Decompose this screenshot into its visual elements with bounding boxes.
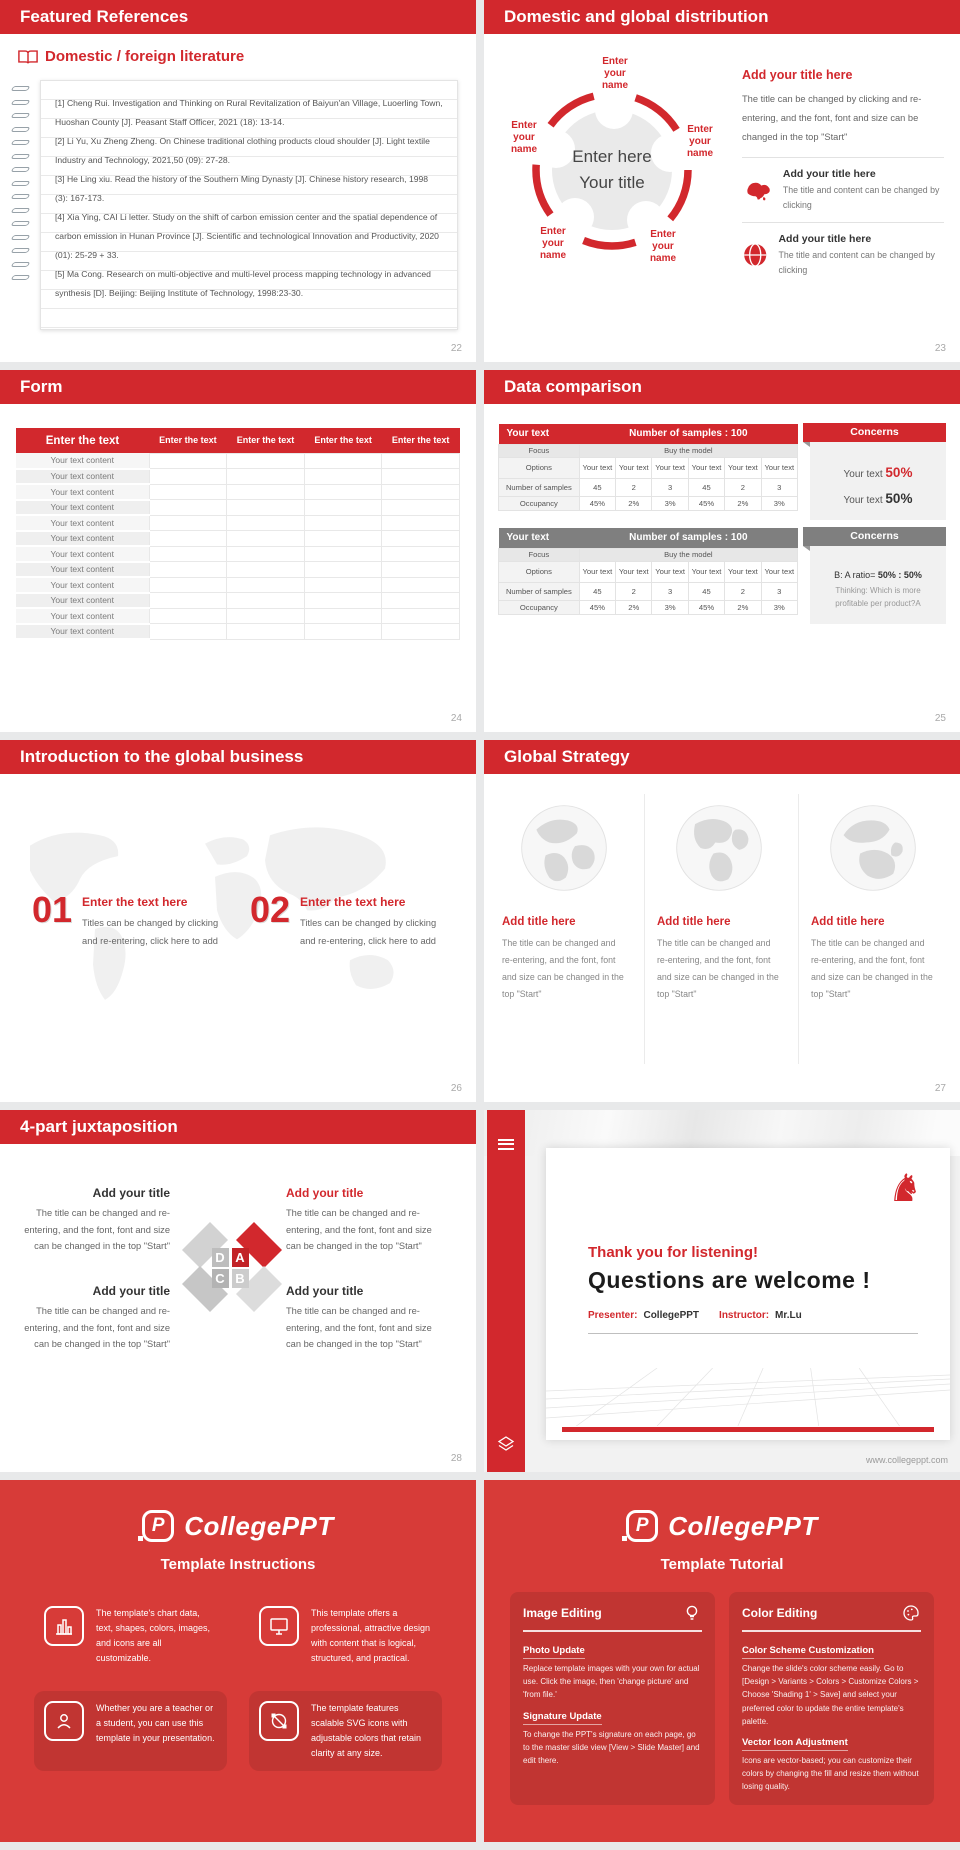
- instruction-text: Whether you are a teacher or a student, you can use this template in your presentation.: [96, 1703, 215, 1744]
- section-body: Change the slide's color scheme easily. Go to [Design > Variants > Colors > Customize Colors > Choose 'Shading 1' > Save] and select your preferred color to update the entire template's palette.: [742, 1664, 919, 1726]
- concern-line: Thinking: Which is more profitable per product?A: [835, 586, 921, 608]
- page-number: 26: [450, 1083, 462, 1094]
- cell: Your text content: [16, 531, 149, 547]
- references-panel: [40, 80, 458, 330]
- collegeppt-wordmark: CollegePPT: [184, 1510, 334, 1541]
- text-block: [286, 1284, 444, 1353]
- divider: [742, 222, 944, 223]
- cell: 3: [761, 582, 797, 600]
- cell: 2%: [725, 600, 761, 614]
- instructor-label: Instructor:: [719, 1310, 770, 1321]
- item-title: Enter the text here: [300, 895, 406, 909]
- cell: Your text content: [16, 484, 149, 500]
- collegeppt-logo: [0, 1480, 476, 1542]
- item-number: 01: [32, 889, 73, 930]
- node-label: Enter your name: [539, 226, 567, 261]
- section-title: Signature Update: [523, 1711, 602, 1725]
- cell: 3: [761, 478, 797, 496]
- slide-juxtaposition: [0, 1110, 476, 1472]
- cell: Your text: [688, 457, 724, 478]
- cell: 2: [616, 478, 652, 496]
- cell: 2%: [616, 496, 652, 510]
- instruction-item: [249, 1691, 442, 1770]
- section-title: Vector Icon Adjustment: [742, 1737, 848, 1751]
- menu-icon: [498, 1136, 514, 1152]
- slide-template-instructions: [0, 1480, 476, 1842]
- book-icon: [18, 49, 38, 64]
- monitor-icon: [259, 1606, 299, 1646]
- letter-a: A: [235, 1250, 245, 1265]
- slide-title: Global Strategy: [484, 740, 960, 774]
- content-card: [546, 1148, 950, 1440]
- slide-heading: Template Instructions: [160, 1556, 316, 1573]
- cell: Your text content: [16, 577, 149, 593]
- numbered-item: [250, 889, 450, 950]
- vector-icon: [259, 1701, 299, 1741]
- cell: 45: [688, 478, 724, 496]
- header-cell: Enter the text: [227, 428, 305, 453]
- table-row: [499, 478, 798, 496]
- user-icon: [44, 1701, 84, 1741]
- cell: Occupancy: [499, 496, 580, 510]
- header-cell: Enter the text: [304, 428, 382, 453]
- concerns-box-red: [810, 426, 946, 520]
- item-body: The title can be changed and re-entering, and the font, font and size can be changed in the top "Start": [657, 938, 779, 1000]
- table-row: [499, 548, 798, 561]
- block-body: The title can be changed and re-entering, and the font, font and size can be changed in the top "Start": [24, 1208, 170, 1252]
- comparison-table-gray: [498, 528, 798, 615]
- cell: 2: [725, 582, 761, 600]
- strategy-column: [644, 794, 792, 1064]
- section-title: Color Scheme Customization: [742, 1645, 874, 1659]
- text-block: [12, 1284, 170, 1353]
- table-row: [16, 562, 460, 578]
- letter-c: C: [215, 1271, 225, 1286]
- slide-title: Domestic and global distribution: [484, 0, 960, 34]
- slide-form: [0, 370, 476, 732]
- cell: 3: [652, 582, 688, 600]
- instruction-item: [34, 1691, 227, 1770]
- text-block: [12, 1186, 170, 1255]
- table-row: [16, 624, 460, 640]
- table-row: [16, 515, 460, 531]
- table-row: [16, 577, 460, 593]
- item-title: Enter the text here: [82, 895, 188, 909]
- concern-line: Your text 50%: [843, 465, 913, 481]
- page-number: 22: [450, 343, 462, 354]
- red-strip: [562, 1427, 934, 1432]
- distribution-diagram: [492, 50, 732, 306]
- presenter-name: CollegePPT: [643, 1310, 700, 1321]
- letter-b: B: [235, 1271, 245, 1286]
- slide-distribution: [484, 0, 960, 362]
- cell: 45%: [579, 600, 615, 614]
- node-label: Enter your name: [510, 120, 538, 155]
- reference-item: [2] Li Yu, Xu Zheng Zheng. On Chinese traditional clothing products cloud shoulder [J]. Light textile Industry and Technology, 2021,50 (09): 27-28.: [55, 136, 430, 165]
- table-row: [16, 546, 460, 562]
- table-row: [16, 608, 460, 624]
- node-label: Enter your name: [649, 229, 677, 264]
- cell: 45%: [579, 496, 615, 510]
- website-url: www.collegeppt.com: [865, 1455, 948, 1465]
- table-row: [16, 484, 460, 500]
- cell: Your text: [579, 457, 615, 478]
- diagram-center-text: Enter here Your title: [572, 147, 652, 193]
- globe-icon: [742, 240, 768, 270]
- table-header-row: [499, 528, 798, 548]
- instruction-text: The template's chart data, text, shapes, colors, images, and icons are all customizable.: [96, 1608, 211, 1663]
- cell: Options: [499, 457, 580, 478]
- list-item: [742, 168, 944, 212]
- item-body: The title and content can be changed by clicking: [778, 250, 935, 275]
- cell: Your text: [725, 457, 761, 478]
- cell: 45: [688, 582, 724, 600]
- slide-title: Form: [0, 370, 476, 404]
- cell: Your text content: [16, 546, 149, 562]
- cell: Your text: [616, 457, 652, 478]
- column-header: Image Editing: [523, 1606, 602, 1620]
- table-row: [16, 469, 460, 485]
- table-header-row: [499, 424, 798, 444]
- cell: Your text: [616, 561, 652, 582]
- cell: Your text: [579, 561, 615, 582]
- node-label: Enter your name: [686, 124, 714, 159]
- palette-icon: [901, 1603, 921, 1623]
- knight-logo: ♞: [887, 1166, 922, 1210]
- china-map-icon: [742, 177, 773, 204]
- page-number: 24: [450, 713, 462, 724]
- cell: Your text content: [16, 515, 149, 531]
- cell: Your text: [761, 457, 797, 478]
- slide-thank-you: [484, 1110, 960, 1472]
- strategy-column: [490, 794, 638, 1064]
- cell: Your text: [688, 561, 724, 582]
- cell: Your text: [652, 457, 688, 478]
- cell: Options: [499, 561, 580, 582]
- wireframe-mesh: [546, 1368, 950, 1426]
- header-cell: Your text: [499, 528, 580, 548]
- instruction-text: This template offers a professional, attractive design with content that is logical, structured, and practical.: [311, 1608, 431, 1663]
- numbered-item: [32, 889, 232, 950]
- list-item: [742, 233, 944, 277]
- strategy-column: [798, 794, 946, 1064]
- credits-row: [588, 1310, 918, 1321]
- letter-d: D: [215, 1250, 225, 1265]
- header-cell: Enter the text: [382, 428, 460, 453]
- reference-item: [3] He Ling xiu. Read the history of the Southern Ming Dynasty [J]. Chinese history research, 1998 (3): 167-173.: [55, 174, 429, 203]
- item-title: Add title here: [657, 916, 731, 928]
- item-title: Add your title here: [778, 233, 872, 246]
- tutorial-column: [510, 1592, 715, 1805]
- globe-graphic: [673, 802, 765, 894]
- cell: 3%: [761, 496, 797, 510]
- globe-graphic: [518, 802, 610, 894]
- item-body: The title and content can be changed by clicking: [782, 185, 940, 210]
- cell: Your text: [761, 561, 797, 582]
- cell: Your text: [725, 561, 761, 582]
- block-body: The title can be changed and re-entering, and the font, font and size can be changed in the top "Start": [286, 1306, 432, 1350]
- tutorial-column: [729, 1592, 934, 1805]
- node-label: Enter your name: [601, 56, 629, 91]
- comparison-table-red: [498, 424, 798, 511]
- cell: 3%: [652, 600, 688, 614]
- text-block: [286, 1186, 444, 1255]
- cell: Your text content: [16, 562, 149, 578]
- slide-title: Data comparison: [484, 370, 960, 404]
- slide-title: 4-part juxtaposition: [0, 1110, 476, 1144]
- reference-item: [1] Cheng Rui. Investigation and Thinking on Rural Revitalization of Baiyun'an Village, Luoerling Town, Huoshan County [J]. Peasant Staff Officer, 2021 (18): 13-14.: [55, 98, 443, 127]
- cell: 3%: [652, 496, 688, 510]
- pinwheel-graphic: [176, 1216, 288, 1320]
- cell: Number of samples: [499, 478, 580, 496]
- reference-item: [5] Ma Cong. Research on multi-objective and multi-level process mapping technology in advanced synthesis [D]. Beijing: Beijing Institute of Technology, 1998:23-30.: [55, 269, 431, 298]
- cell: 2%: [725, 496, 761, 510]
- section-body: Icons are vector-based; you can customize their colors by changing the fill and resize them without losing quality.: [742, 1755, 919, 1792]
- bulb-icon: [682, 1603, 702, 1623]
- collegeppt-logo-icon: P: [142, 1510, 174, 1542]
- layers-icon: [496, 1434, 516, 1454]
- cell: Number of samples: [499, 582, 580, 600]
- slide-global-business: [0, 740, 476, 1102]
- table-row: [499, 600, 798, 614]
- concern-line: B: A ratio= 50% : 50%: [834, 570, 922, 581]
- cell: Your text content: [16, 624, 149, 640]
- item-title: Add your title here: [782, 168, 876, 181]
- table-row: [499, 444, 798, 457]
- cell: Your text content: [16, 453, 149, 469]
- column-header: Color Editing: [742, 1606, 818, 1620]
- divider: [588, 1333, 918, 1334]
- block-title: Add your title: [92, 1186, 170, 1200]
- header-cell: Number of samples : 100: [579, 528, 797, 548]
- page-number: 25: [934, 713, 946, 724]
- slide-data-comparison: [484, 370, 960, 732]
- block-title: Add your title here: [742, 68, 853, 82]
- cell: 45%: [688, 496, 724, 510]
- cell: Buy the model: [579, 548, 797, 561]
- cell: Your text content: [16, 593, 149, 609]
- cell: 2%: [616, 600, 652, 614]
- cell: Your text: [652, 561, 688, 582]
- item-body: The title can be changed and re-entering, and the font, font and size can be changed in the top "Start": [502, 938, 624, 1000]
- table-row: [499, 582, 798, 600]
- cell: 2: [616, 582, 652, 600]
- item-body: Titles can be changed by clicking and re-entering, click here to add: [300, 918, 437, 946]
- table-header-row: [16, 428, 460, 453]
- slide-featured-references: [0, 0, 476, 362]
- table-row: [16, 531, 460, 547]
- header-cell: Enter the text: [149, 428, 227, 453]
- cell: 2: [725, 478, 761, 496]
- instruction-item: [249, 1596, 442, 1675]
- cell: 3%: [761, 600, 797, 614]
- page-number: 28: [450, 1453, 462, 1464]
- section-body: Replace template images with your own for actual use. Click the image, then 'change picture' and 'from file.': [523, 1664, 700, 1700]
- cell: Buy the model: [579, 444, 797, 457]
- block-title: Add your title: [286, 1186, 364, 1200]
- cell: Your text content: [16, 608, 149, 624]
- section-body: To change the PPT's signature on each page, go to the master slide view [View > Slide Master] and edit there.: [523, 1729, 700, 1765]
- item-body: Titles can be changed by clicking and re-entering, click here to add: [82, 918, 219, 946]
- page-number: 23: [934, 343, 946, 354]
- tutorial-section: [523, 1636, 702, 1702]
- section-title: Photo Update: [523, 1645, 585, 1659]
- table-row: [499, 496, 798, 510]
- globe-graphic: [827, 802, 919, 894]
- reference-item: [4] Xia Ying, CAI Li letter. Study on the shift of carbon emission center and the spatial dependence of carbon emission in Hunan Province [J]. Scientific and technological Innovation and Productivity, 2020 (01): 25-29 + 33.: [55, 212, 439, 260]
- header-cell: Your text: [499, 424, 580, 444]
- collegeppt-logo-icon: P: [626, 1510, 658, 1542]
- block-title: Add your title: [92, 1284, 170, 1298]
- concerns-box-gray: [810, 530, 946, 624]
- slide-global-strategy: [484, 740, 960, 1102]
- chart-icon: [44, 1606, 84, 1646]
- cell: 3: [652, 478, 688, 496]
- slide-title: Featured References: [0, 0, 476, 34]
- cell: 45: [579, 582, 615, 600]
- block-body: The title can be changed and re-entering, and the font, font and size can be changed in the top "Start": [286, 1208, 432, 1252]
- table-row: [499, 561, 798, 582]
- block-body: The title can be changed by clicking and re-entering, and the font, font and size can be changed in the top "Start": [742, 94, 922, 143]
- slide-heading: Template Tutorial: [660, 1556, 784, 1573]
- cell: Focus: [499, 444, 580, 457]
- tutorial-section: [523, 1702, 702, 1768]
- block-title: Add your title: [286, 1284, 364, 1298]
- instruction-text: The template features scalable SVG icons with adjustable colors that retain clarity at any size.: [311, 1703, 422, 1758]
- cell: 45%: [688, 600, 724, 614]
- item-number: 02: [250, 889, 291, 930]
- ribbon-header: Concerns: [803, 527, 946, 546]
- block-body: The title can be changed and re-entering, and the font, font and size can be changed in the top "Start": [24, 1306, 170, 1350]
- form-table: [16, 428, 460, 640]
- header-cell: Enter the text: [16, 428, 149, 453]
- table-row: [16, 593, 460, 609]
- cell: 45: [579, 478, 615, 496]
- sidebar-bar: [487, 1110, 525, 1472]
- cell: Occupancy: [499, 600, 580, 614]
- slide-title: Introduction to the global business: [0, 740, 476, 774]
- cell: Your text content: [16, 469, 149, 485]
- questions-line: Questions are welcome !: [588, 1267, 871, 1293]
- cell: Focus: [499, 548, 580, 561]
- divider: [742, 157, 944, 158]
- item-title: Add title here: [811, 916, 885, 928]
- header-cell: Number of samples : 100: [579, 424, 797, 444]
- presenter-label: Presenter:: [588, 1310, 638, 1321]
- slide-template-tutorial: [484, 1480, 960, 1842]
- instruction-item: [34, 1596, 227, 1675]
- concern-line: Your text 50%: [843, 491, 913, 506]
- spiral-binding-icon: [12, 86, 29, 280]
- table-row: [499, 457, 798, 478]
- cell: Your text content: [16, 500, 149, 516]
- tutorial-section: [742, 1636, 921, 1728]
- item-body: The title can be changed and re-entering, and the font, font and size can be changed in the top "Start": [811, 938, 933, 1000]
- collegeppt-wordmark: CollegePPT: [668, 1510, 818, 1541]
- ribbon-header: Concerns: [803, 423, 946, 442]
- table-row: [16, 500, 460, 516]
- table-row: [16, 453, 460, 469]
- section-heading: Domestic / foreign literature: [18, 48, 244, 65]
- tutorial-section: [742, 1728, 921, 1794]
- page-number: 27: [934, 1083, 946, 1094]
- thanks-line: Thank you for listening!: [588, 1244, 759, 1261]
- instructor-name: Mr.Lu: [775, 1310, 802, 1321]
- item-title: Add title here: [502, 916, 576, 928]
- collegeppt-logo: [484, 1480, 960, 1542]
